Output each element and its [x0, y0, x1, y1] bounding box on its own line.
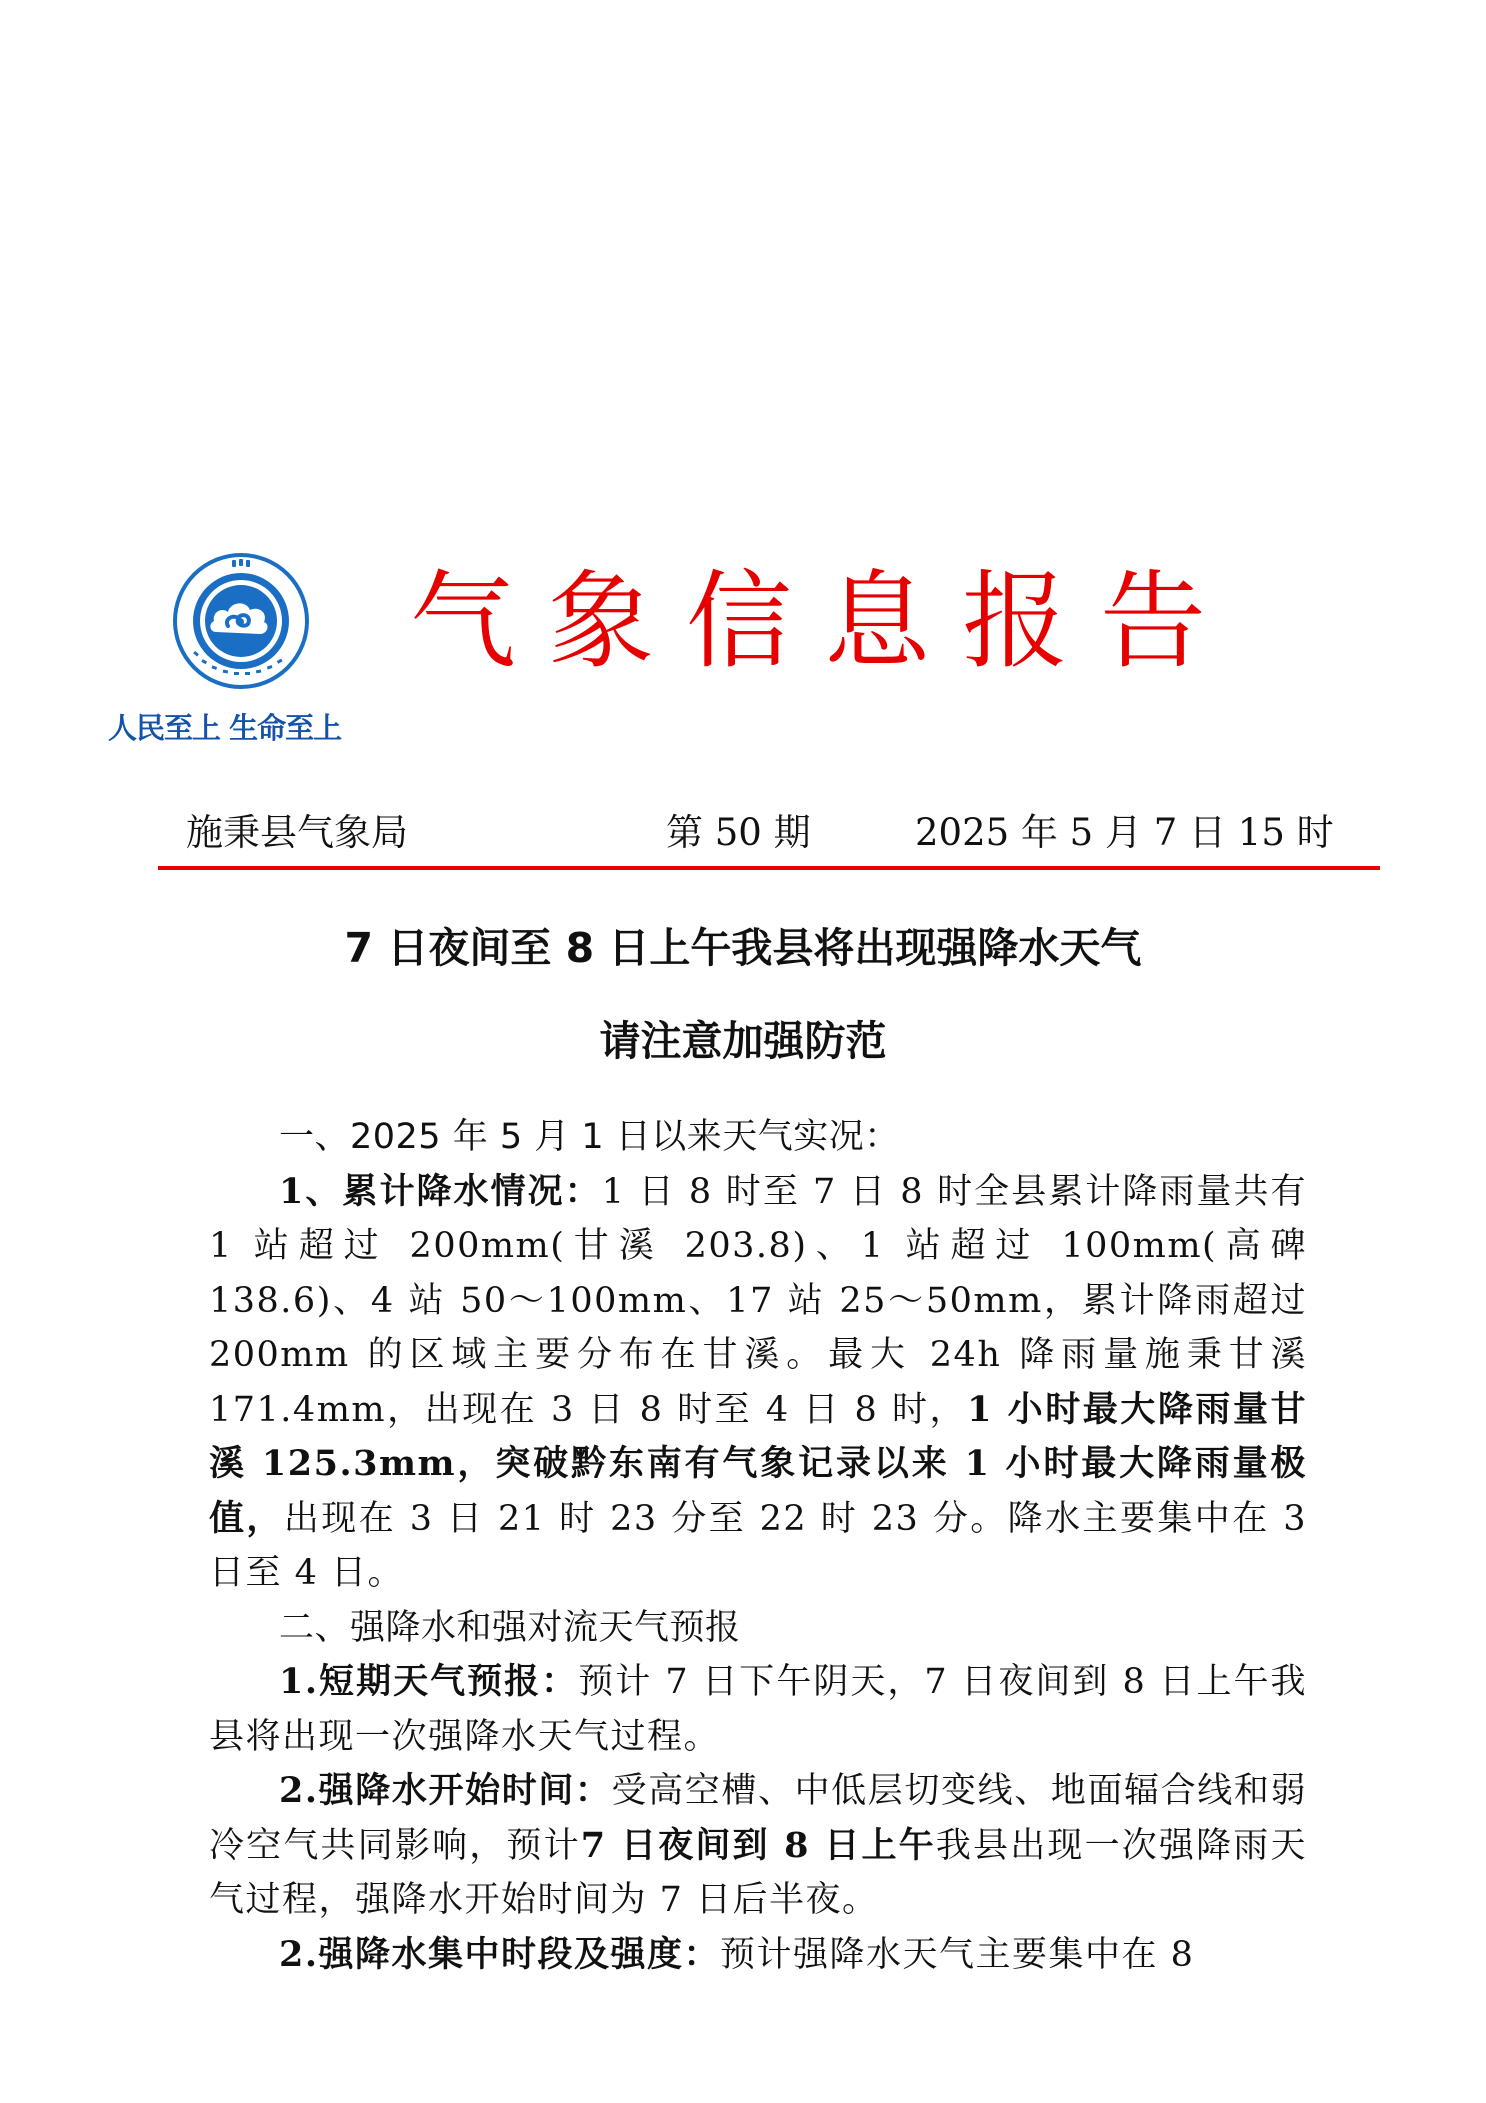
section-2-item-2-text-b: 我县出现一次强降雨天气过程，强降水开始时间为 7 日后半夜。	[209, 1825, 1307, 1920]
section-2-item-3-label: 2.强降水集中时段及强度：	[279, 1933, 721, 1975]
section-1-item-1-highlight: 1 小时最大降雨量甘溪 125.3mm，突破黔东南有气象记录以来 1 小时最大降雨量极值，	[209, 1388, 1308, 1539]
report-title: 气象信息报告	[410, 560, 1238, 683]
section-1-item-1-text-b: 出现在 3 日 21 时 23 分至 22 时 23 分。降水主要集中在 3 日至 4 日。	[209, 1498, 1307, 1593]
issue-date: 2025 年 5 月 7 日 15 时	[915, 811, 1334, 854]
section-2-item-3	[209, 1928, 1307, 1983]
report-body	[209, 1110, 1307, 1982]
section-2-item-3-text: 预计强降水天气主要集中在 8	[720, 1934, 1195, 1975]
section-1-heading: 一、2025 年 5 月 1 日以来天气实况：	[279, 1117, 900, 1157]
issuing-bureau: 施秉县气象局	[186, 811, 408, 854]
section-2-item-2-label: 2.强降水开始时间：	[279, 1770, 612, 1811]
section-2-item-1-text: 预计 7 日下午阴天，7 日夜间到 8 日上午我县将出现一次强降水天气过程。	[209, 1662, 1307, 1757]
cma-logo	[172, 552, 310, 690]
headline-line-2: 请注意加强防范	[599, 1017, 887, 1065]
section-1-item-1-text-a: 1 日 8 时至 7 日 8 时全县累计降雨量共有 1 站超过 200mm(甘溪 203.8)、1 站超过 100mm(高碑 138.6)、4 站 50～100mm、17 站 25～50mm，累计降雨超过 200mm 的区域主要分布在甘溪。最大 24h 降雨量施秉甘溪 171.4mm，出现在 3 日 8 时至 4 日 8 时，	[209, 1171, 1308, 1430]
section-1-item-1	[209, 1165, 1307, 1601]
section-2-item-1	[209, 1655, 1307, 1764]
issue-number: 第 50 期	[666, 811, 811, 854]
section-2-heading: 二、强降水和强对流天气预报	[279, 1607, 741, 1648]
section-1-item-1-label: 1、累计降水情况：	[279, 1170, 602, 1212]
cma-emblem-icon	[172, 552, 310, 690]
header-divider	[158, 866, 1380, 870]
slogan: 人民至上 生命至上	[108, 711, 342, 745]
headline-line-1: 7 日夜间至 8 日上午我县将出现强降水天气	[344, 924, 1142, 972]
section-2-item-2-text-a: 受高空槽、中低层切变线、地面辐合线和弱冷空气共同影响，预计	[209, 1771, 1307, 1866]
section-2-item-2-highlight: 7 日夜间到 8 日上午	[580, 1824, 936, 1866]
section-2-item-2	[209, 1764, 1307, 1928]
section-2-item-1-label: 1.短期天气预报：	[279, 1661, 579, 1702]
